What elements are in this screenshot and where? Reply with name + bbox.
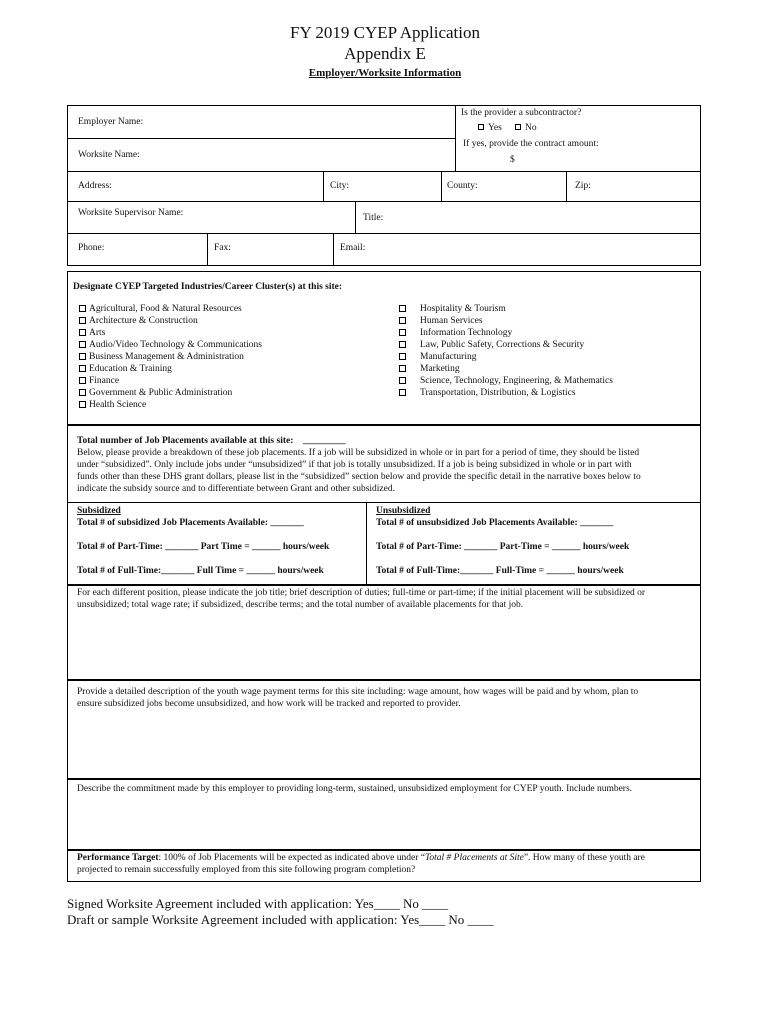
checkbox-icon xyxy=(399,329,406,336)
position-description-prompt: unsubsidized; total wage rate; if subsidized, describe terms; and the total number of available placements for that job. xyxy=(77,600,524,610)
zip-label: Zip: xyxy=(575,181,591,191)
wage-terms-prompt: Provide a detailed description of the youth wage payment terms for this site including: wage amount, how wages will be paid and by whom, plan to xyxy=(77,687,639,697)
total-placements-label: Total number of Job Placements available at this site: _________ xyxy=(77,436,346,446)
industry-checkbox[interactable]: Finance xyxy=(79,375,119,387)
industry-checkbox[interactable]: Marketing xyxy=(399,363,460,375)
industries-heading: Designate CYEP Targeted Industries/Career Cluster(s) at this site: xyxy=(73,282,343,292)
unsubsidized-heading: Unsubsidized xyxy=(376,506,431,516)
checkbox-icon xyxy=(399,365,406,372)
section-heading: Employer/Worksite Information xyxy=(308,67,462,79)
instructions-line: funds other than these DHS grant dollars, please list in the “subsidized” section below and provide the specific detail in the narrative boxes below to xyxy=(77,472,641,482)
subsidized-heading: Subsidized xyxy=(77,506,121,516)
dollar-sign: $ xyxy=(510,155,515,165)
industry-checkbox[interactable]: Law, Public Safety, Corrections & Security xyxy=(399,339,584,351)
instructions-line: under “subsidized”. Only include jobs under “unsubsidized” if that job is totally unsubsidized. If a job is being subsidized in whole or in part with xyxy=(77,460,632,470)
county-label: County: xyxy=(447,181,478,191)
instructions-line: Below, please provide a breakdown of these job placements. If a job will be subsidized in whole or in part for a period of time, they should be listed xyxy=(77,448,640,458)
subcontractor-question: Is the provider a subcontractor? xyxy=(461,108,582,118)
title-label: Title: xyxy=(363,213,384,223)
wage-terms-prompt: ensure subsidized jobs become unsubsidized, and how work will be tracked and reported to provider. xyxy=(77,699,461,709)
checkbox-icon xyxy=(399,317,406,324)
checkbox-icon xyxy=(478,124,484,130)
fax-label: Fax: xyxy=(214,243,231,253)
email-label: Email: xyxy=(340,243,366,253)
checkbox-icon xyxy=(79,341,86,348)
city-label: City: xyxy=(330,181,350,191)
checkbox-icon xyxy=(399,389,406,396)
performance-target-line: Performance Target: 100% of Job Placements will be expected as indicated above under “Total # Placements at Site”. How many of these youth are xyxy=(77,853,645,863)
performance-target-line2: projected to remain successfully employed from this site following program completion? xyxy=(77,865,416,875)
industry-checkbox[interactable]: Business Management & Administration xyxy=(79,351,244,363)
draft-agreement-line: Draft or sample Worksite Agreement included with application: Yes____ No ____ xyxy=(67,912,494,927)
industry-checkbox[interactable]: Government & Public Administration xyxy=(79,387,232,399)
checkbox-icon xyxy=(515,124,521,130)
position-description-prompt: For each different position, please indicate the job title; brief description of duties; full-time or part-time; if the initial placement will be subsidized or xyxy=(77,588,646,598)
industry-checkbox[interactable]: Science, Technology, Engineering, & Mathematics xyxy=(399,375,613,387)
page-title: FY 2019 CYEP Application xyxy=(290,23,480,42)
worksite-name-label: Worksite Name: xyxy=(78,150,140,160)
address-label: Address: xyxy=(78,181,112,191)
industry-checkbox[interactable]: Agricultural, Food & Natural Resources xyxy=(79,303,242,315)
employer-name-label: Employer Name: xyxy=(78,117,144,127)
industry-checkbox[interactable]: Human Services xyxy=(399,315,483,327)
contract-amount-label: If yes, provide the contract amount: xyxy=(463,139,599,149)
industry-checkbox[interactable]: Hospitality & Tourism xyxy=(399,303,506,315)
industry-checkbox[interactable]: Manufacturing xyxy=(399,351,476,363)
subsidized-full-time: Total # of Full-Time:_______ Full Time = ______ hours/week xyxy=(77,566,324,576)
industry-checkbox[interactable]: Transportation, Distribution, & Logistics xyxy=(399,387,576,399)
unsubsidized-part-time: Total # of Part-Time: _______ Part-Time = ______ hours/week xyxy=(376,542,630,552)
industry-checkbox[interactable]: Health Science xyxy=(79,399,146,411)
checkbox-icon xyxy=(399,341,406,348)
checkbox-icon xyxy=(79,329,86,336)
industry-checkbox[interactable]: Education & Training xyxy=(79,363,172,375)
industry-checkbox[interactable]: Information Technology xyxy=(399,327,512,339)
checkbox-icon xyxy=(399,353,406,360)
checkbox-icon xyxy=(79,401,86,408)
checkbox-icon xyxy=(79,353,86,360)
subsidized-part-time: Total # of Part-Time: _______ Part Time = ______ hours/week xyxy=(77,542,330,552)
commitment-prompt: Describe the commitment made by this employer to providing long-term, sustained, unsubsidized employment for CYEP youth. Include numbers. xyxy=(77,784,633,794)
industry-checkbox[interactable]: Architecture & Construction xyxy=(79,315,198,327)
phone-label: Phone: xyxy=(78,243,105,253)
industry-checkbox[interactable]: Audio/Video Technology & Communications xyxy=(79,339,262,351)
page-subtitle: Appendix E xyxy=(344,44,426,63)
subcontractor-yes-option[interactable]: Yes xyxy=(478,122,502,134)
unsubsidized-full-time: Total # of Full-Time:_______ Full-Time = ______ hours/week xyxy=(376,566,624,576)
checkbox-icon xyxy=(399,377,406,384)
subsidized-total: Total # of subsidized Job Placements Available: _______ xyxy=(77,518,304,528)
instructions-line: indicate the subsidy source and to differentiate between Grant and other subsidized. xyxy=(77,484,395,494)
employer-info-table xyxy=(67,105,701,266)
checkbox-icon xyxy=(79,305,86,312)
checkbox-icon xyxy=(79,317,86,324)
checkbox-icon xyxy=(79,365,86,372)
checkbox-icon xyxy=(399,305,406,312)
supervisor-label: Worksite Supervisor Name: xyxy=(78,208,184,218)
checkbox-icon xyxy=(79,389,86,396)
subcontractor-no-option[interactable]: No xyxy=(515,122,537,134)
industry-checkbox[interactable]: Arts xyxy=(79,327,105,339)
unsubsidized-total: Total # of unsubsidized Job Placements Available: _______ xyxy=(376,518,614,528)
checkbox-icon xyxy=(79,377,86,384)
signed-agreement-line: Signed Worksite Agreement included with application: Yes____ No ____ xyxy=(67,896,449,911)
